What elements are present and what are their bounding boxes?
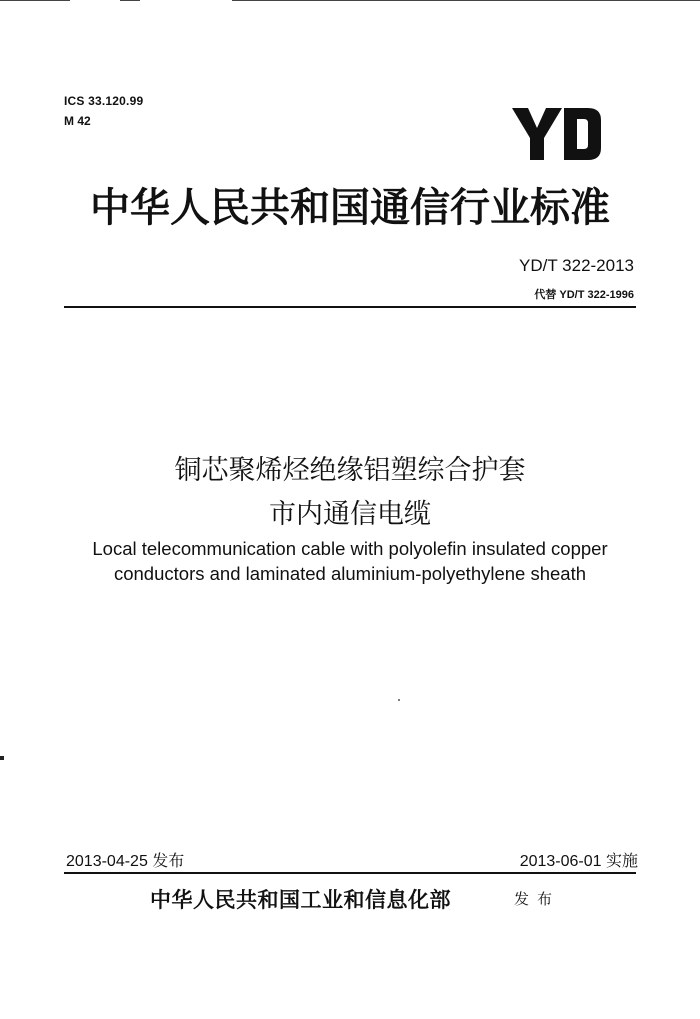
scan-edge-line-left <box>0 0 70 1</box>
org-title: 中华人民共和国通信行业标准 <box>90 185 610 231</box>
title-cn-line2: 市内通信电缆 <box>269 499 431 530</box>
footer-divider <box>64 872 636 874</box>
title-cn-line1: 铜芯聚烯烃绝缘铝塑综合护套 <box>174 455 526 486</box>
scan-edge-line-right <box>232 0 700 1</box>
publisher-name: 中华人民共和国工业和信息化部 <box>150 887 451 912</box>
yd-logo <box>512 104 602 162</box>
title-en-line1: Local telecommunication cable with polyolefin insulated copper <box>92 538 608 559</box>
implement-date: 2013-06-01 实施 <box>519 853 638 870</box>
classification-code: M 42 <box>64 114 91 128</box>
publish-date: 2013-04-25 发布 <box>66 853 185 870</box>
header-divider <box>64 306 636 308</box>
title-en-line2: conductors and laminated aluminium-polyethylene sheath <box>113 563 587 584</box>
replaces-standard: 代替 YD/T 322-1996 <box>534 289 634 301</box>
publisher-action: 发布 <box>514 891 561 908</box>
scan-dot <box>398 699 400 701</box>
standard-number: YD/T 322-2013 <box>519 256 634 275</box>
scan-edge-line-mid <box>120 0 140 1</box>
ics-code: ICS 33.120.99 <box>64 94 144 108</box>
scan-edge-mark <box>0 756 4 760</box>
